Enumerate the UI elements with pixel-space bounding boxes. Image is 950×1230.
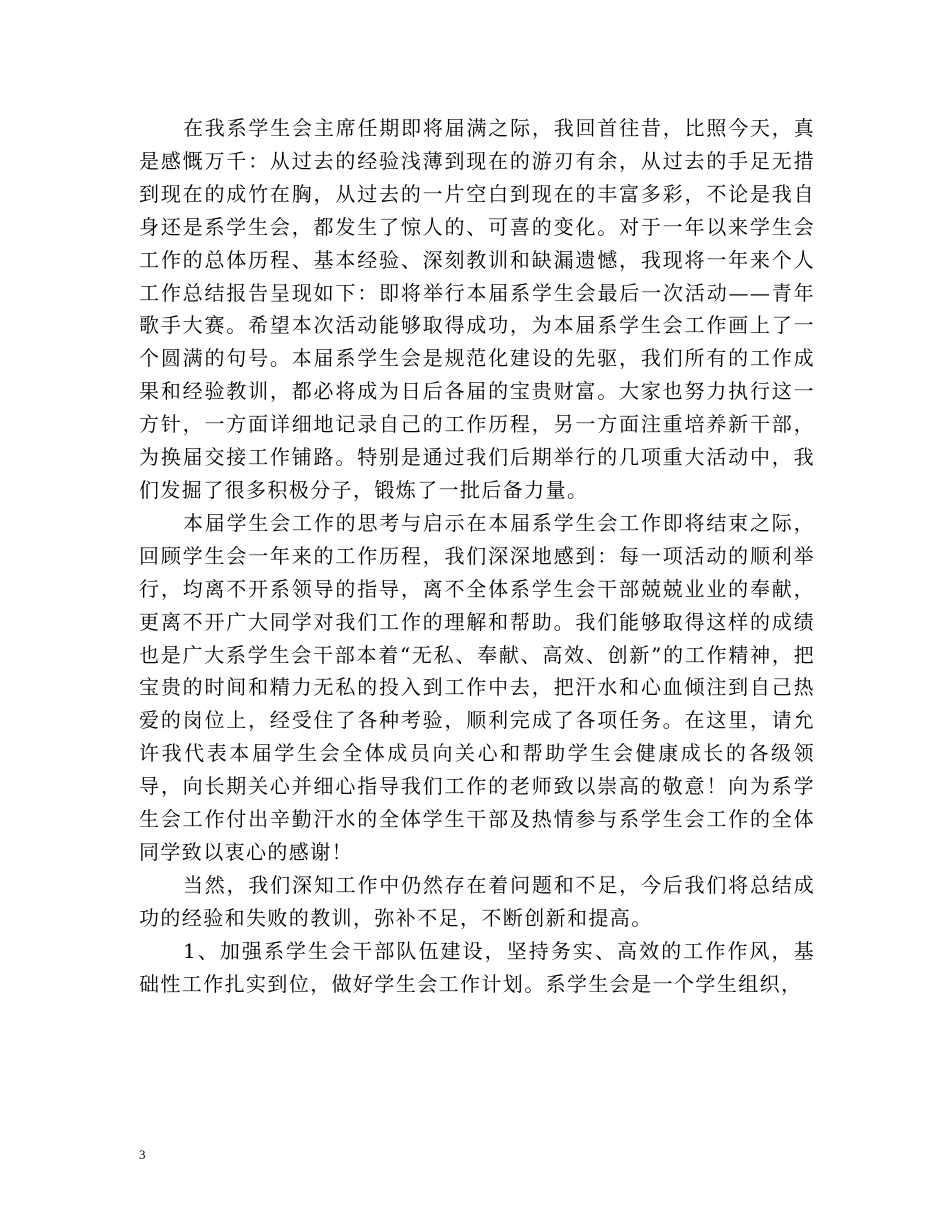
- paragraph-2: 本届学生会工作的思考与启示在本届系学生会工作即将结束之际，回顾学生会一年来的工作历程，我们深深地感到：每一项活动的顺利举行，均离不开系领导的指导，离不全体系学生会干部兢兢业业的奉献，更离不开广大同学对我们工作的理解和帮助。我们能够取得这样的成绩也是广大系学生会干部本着“无私、奉献、高效、创新”的工作精神，把宝贵的时间和精力无私的投入到工作中去，把汗水和心血倾注到自己热爱的岗位上，经受住了各种考验，顺利完成了各项任务。在这里，请允许我代表本届学生会全体成员向关心和帮助学生会健康成长的各级领导，向长期关心并细心指导我们工作的老师致以崇高的敬意！向为系学生会工作付出辛勤汗水的全体学生干部及热情参与系学生会工作的全体同学致以衷心的感谢！: [139, 510, 815, 864]
- page-number: 3: [139, 1147, 146, 1162]
- document-body: [139, 112, 815, 1000]
- paragraph-3: 当然，我们深知工作中仍然存在着问题和不足，今后我们将总结成功的经验和失败的教训，弥补不足，不断创新和提高。: [139, 872, 815, 930]
- paragraph-1: 在我系学生会主席任期即将届满之际，我回首往昔，比照今天，真是感慨万千：从过去的经验浅薄到现在的游刃有余，从过去的手足无措到现在的成竹在胸，从过去的一片空白到现在的丰富多彩，不论是我自身还是系学生会，都发生了惊人的、可喜的变化。对于一年以来学生会工作的总体历程、基本经验、深刻教训和缺漏遗憾，我现将一年来个人工作总结报告呈现如下：即将举行本届系学生会最后一次活动——青年歌手大赛。希望本次活动能够取得成功，为本届系学生会工作画上了一个圆满的句号。本届系学生会是规范化建设的先驱，我们所有的工作成果和经验教训，都必将成为日后各届的宝贵财富。大家也努力执行这一方针，一方面详细地记录自己的工作历程，另一方面注重培养新干部，为换届交接工作铺路。特别是通过我们后期举行的几项重大活动中，我们发掘了很多积极分子，锻炼了一批后备力量。: [139, 116, 815, 502]
- paragraph-4: 1、加强系学生会干部队伍建设，坚持务实、高效的工作作风，基础性工作扎实到位，做好学生会工作计划。系学生会是一个学生组织，: [139, 938, 815, 996]
